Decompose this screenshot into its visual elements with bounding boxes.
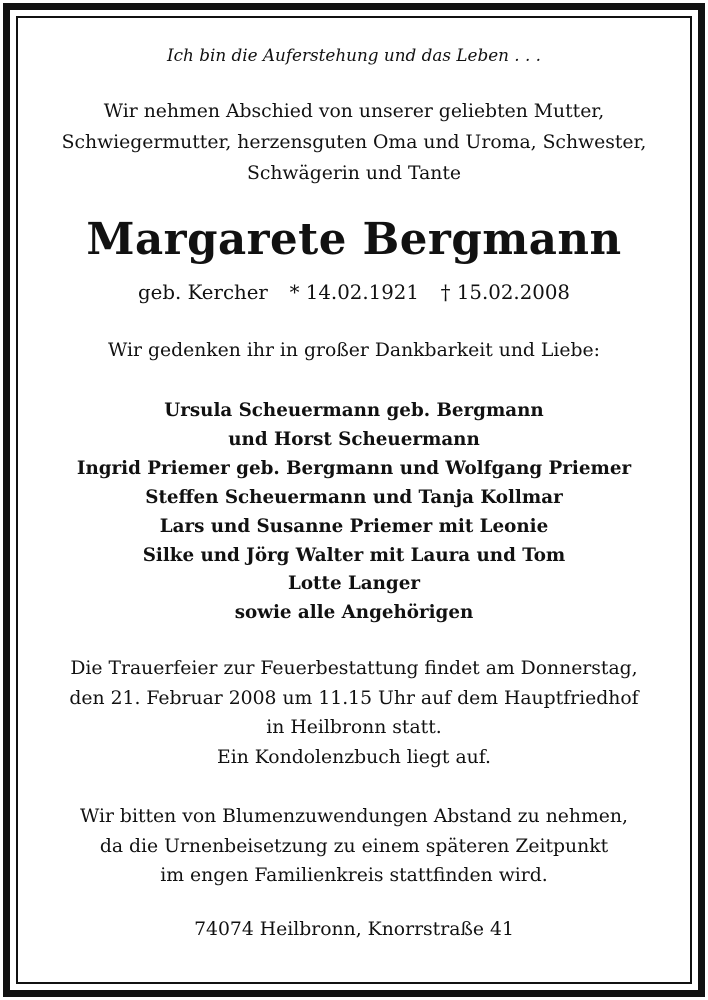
- intro-text: [22, 96, 686, 189]
- mourner-line: Lotte Langer: [288, 573, 420, 595]
- mourner-line: Steffen Scheuermann und Tanja Kollmar: [145, 486, 563, 508]
- flowers-line: im engen Familienkreis stattfinden wird.: [160, 864, 548, 886]
- remembrance-text: Wir gedenken ihr in großer Dankbarkeit und Liebe:: [108, 339, 600, 361]
- flowers-line: da die Urnenbeisetzung zu einem späteren Zeitpunkt: [99, 834, 609, 857]
- mourner-line: Ursula Scheuermann geb. Bergmann: [164, 400, 544, 421]
- mourner-line: Silke und Jörg Walter mit Laura und Tom: [142, 544, 566, 566]
- flowers-line: Wir bitten von Blumenzuwendungen Abstand zu nehmen,: [80, 805, 628, 827]
- mourner-line: sowie alle Angehörigen: [234, 602, 474, 624]
- deceased-name: Margarete Bergmann: [86, 214, 622, 265]
- family-address: 74074 Heilbronn, Knorrstraße 41: [194, 918, 514, 940]
- intro-line: Wir nehmen Abschied von unserer geliebten Mutter,: [103, 100, 605, 122]
- life-dates: [22, 280, 686, 304]
- mourner-line: und Horst Scheuermann: [228, 428, 480, 450]
- service-line: in Heilbronn statt.: [266, 716, 442, 738]
- mourner-line: Ingrid Priemer geb. Bergmann und Wolfgang Priemer: [76, 457, 632, 479]
- maiden-name: geb. Kercher: [138, 280, 268, 304]
- death-date: † 15.02.2008: [440, 280, 570, 304]
- intro-line: Schwägerin und Tante: [246, 162, 462, 184]
- service-line: den 21. Februar 2008 um 11.15 Uhr auf dem Hauptfriedhof: [69, 686, 639, 709]
- service-line: Die Trauerfeier zur Feuerbestattung findet am Donnerstag,: [70, 657, 638, 679]
- mourner-line: Lars und Susanne Priemer mit Leonie: [159, 515, 549, 537]
- flowers-request: [22, 802, 686, 891]
- birth-date: * 14.02.1921: [289, 280, 419, 304]
- funeral-service-info: [22, 654, 686, 772]
- service-line: Ein Kondolenzbuch liegt auf.: [217, 745, 491, 768]
- mourners-list: [22, 397, 686, 628]
- intro-line: Schwiegermutter, herzensguten Oma und Uroma, Schwester,: [61, 131, 647, 153]
- motto-quote: Ich bin die Auferstehung und das Leben . . .: [167, 46, 541, 66]
- obituary-notice: [18, 18, 690, 982]
